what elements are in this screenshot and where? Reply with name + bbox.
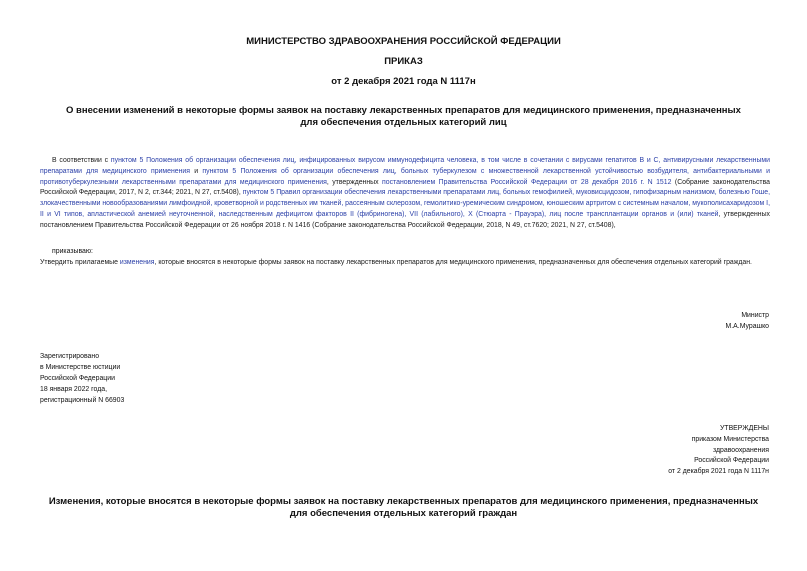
approved-line: Российской Федерации [694,457,769,465]
order-label: приказываю: [52,248,93,255]
link-changes[interactable]: изменения [119,259,155,266]
link-tb-regulation[interactable]: пунктом 5 Положения об организации обеспечения лиц, больных туберкулезом с множественной лекарственной устойчивостью возбудителя, антибактериальными и противотуберкулезными лекарственными препаратами для медицинского применения [40,167,770,186]
doc-type-heading: ПРИКАЗ [384,56,423,67]
preamble-text: , утвержденных [326,178,383,186]
registration-line: в Министерстве юстиции [40,364,121,371]
registration-line: 18 января 2022 года, [40,386,107,393]
preamble-text: В соответствии с [52,157,111,164]
preamble-text: и [190,167,203,175]
link-hiv-regulation[interactable]: пунктом 5 Положения об организации обеспечения лиц, инфицированных вирусом иммунодефицита человека, в том числе в сочетании с вирусами гепатитов B и C, антивирусными лекарственными препаратами для медицинского применения [40,157,770,175]
registration-line: Российской Федерации [40,375,115,382]
preamble-paragraph [40,156,770,232]
registration-block [40,351,124,406]
link-rules-point-5[interactable]: пунктом 5 Правил организации обеспечения лекарственными препаратами лиц, больных гемофилией, муковисцидозом, гипофизарным нанизмом, болезнью Гоше, злокачественными новообразованиями лимфоидной, кроветворной и родственных им тканей, рассеянным склерозом, гемолитико-уремическим синдромом, юношеским артритом с системным началом, мукополисахаридозом I, II и VI типов, апластической анемией неуточненной, наследственным дефицитом факторов II (фибриногена), VII (лабильного), X (Стюарта - Прауэра), лиц после трансплантации органов и (или) тканей [40,189,770,218]
approved-line: УТВЕРЖДЕНЫ [720,425,769,432]
approved-line: от 2 декабря 2021 года N 1117н [668,468,769,476]
link-government-resolution-1512[interactable]: постановлением Правительства Российской Федерации от 28 декабря 2016 г. N 1512 [382,178,672,186]
order-text: , которые вносятся в некоторые формы заявок на поставку лекарственных препаратов для медицинского применения, предназначенных для обеспечения отдельных категорий граждан. [154,259,752,266]
signature-position: Министр [741,312,769,319]
preamble-text: (Собрание законодательства Российской Федерации, 2017, N 2, ст.344; 2021, N 27, ст.5408), [40,178,770,197]
preamble-text: , утвержденных постановлением Правительства Российской Федерации от 26 ноября 2018 г. N 1416 (Собрание законодательства Российской Федерации, 2018, N 49, ст.7620; 2021, N 27, ст.5408), [40,210,771,229]
registration-line: регистрационный N 66903 [40,397,125,404]
approved-block [668,424,769,478]
date-number-heading: от 2 декабря 2021 года N 1117н [331,76,476,87]
changes-title: Изменения, которые вносятся в некоторые формы заявок на поставку лекарственных препаратов для медицинского применения, предназначенных для обеспечения отдельных категорий граждан [48,496,759,519]
approved-line: здравоохранения [713,446,769,454]
order-title: О внесении изменений в некоторые формы заявок на поставку лекарственных препаратов для медицинского применения, предназначенных для обеспечения отдельных категорий лиц [66,105,741,128]
signature-name: М.А.Мурашко [725,323,769,330]
approved-line: приказом Министерства [691,435,769,443]
signature-block [726,310,769,332]
ministry-heading: МИНИСТЕРСТВО ЗДРАВООХРАНЕНИЯ РОССИЙСКОЙ ФЕДЕРАЦИИ [246,36,561,47]
order-paragraph [40,258,770,269]
registration-line: Зарегистрировано [40,353,100,360]
order-text: Утвердить прилагаемые [40,259,120,266]
